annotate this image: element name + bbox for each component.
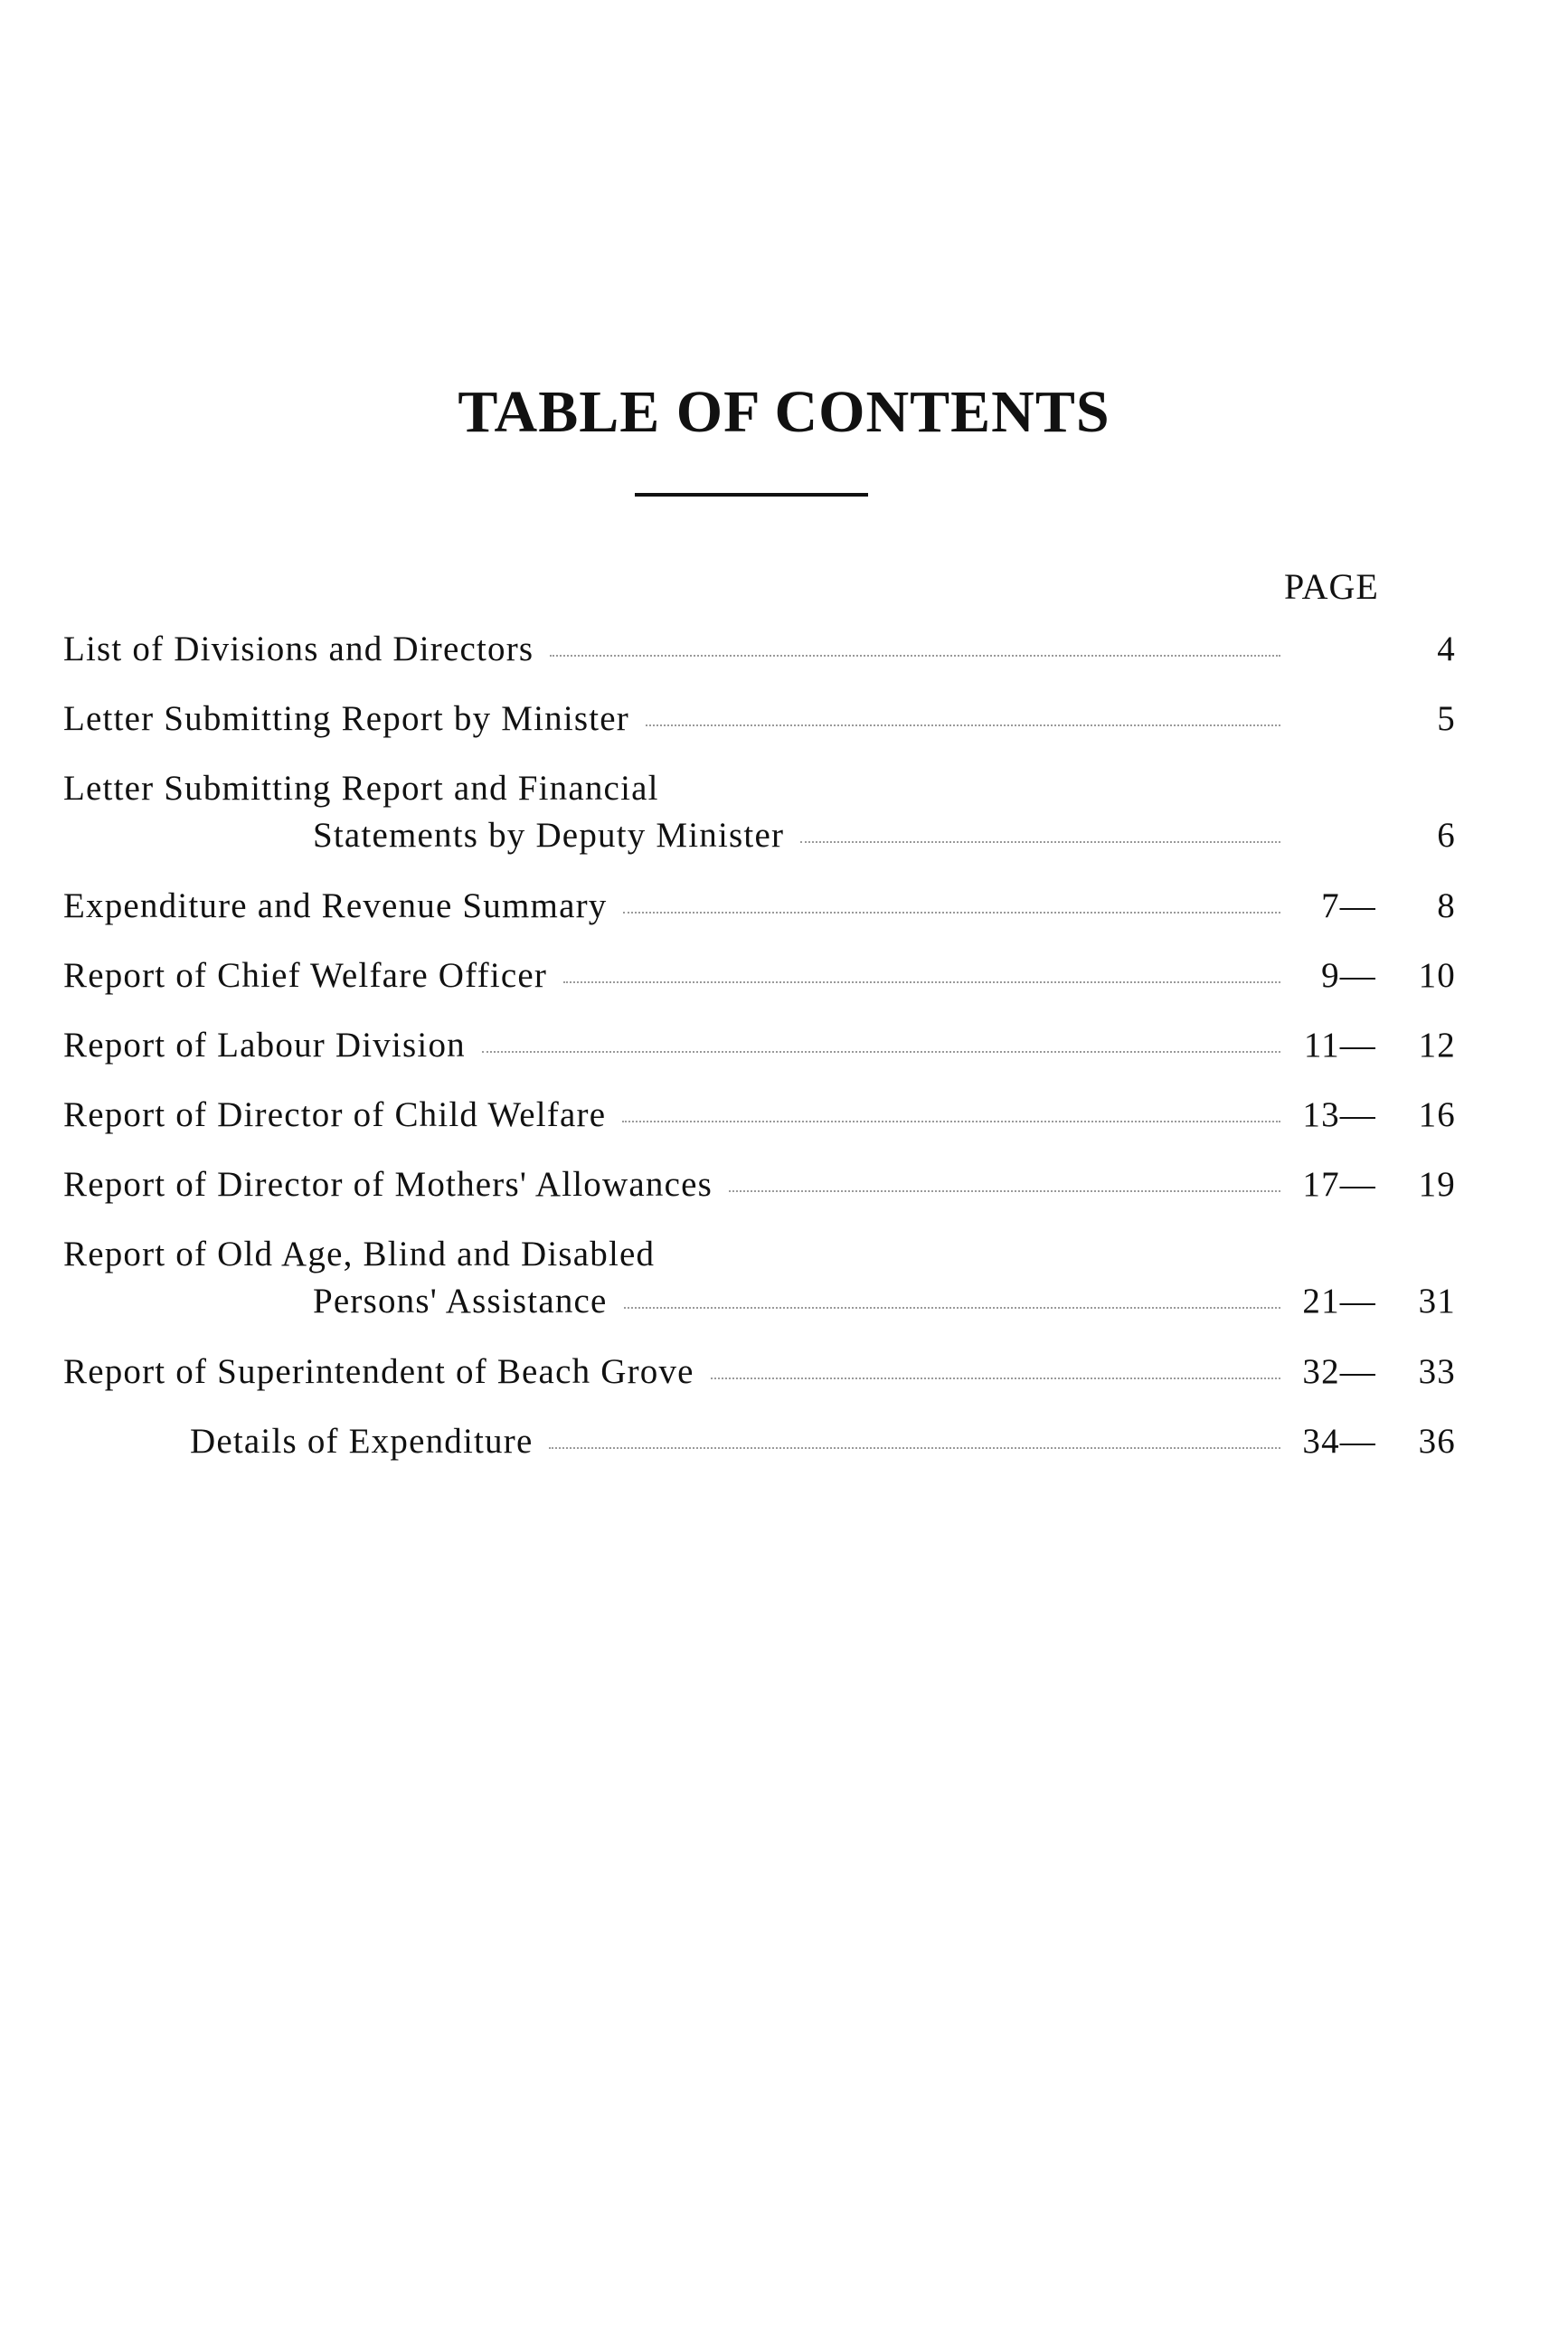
toc-entry-label: Report of Old Age, Blind and Disabled bbox=[63, 1235, 656, 1273]
toc-entry-deputy-minister-letter bbox=[63, 768, 1456, 862]
toc-entry-details-expenditure bbox=[63, 1421, 1456, 1468]
dot-leader bbox=[549, 1447, 1280, 1449]
page-start: 32— bbox=[1302, 1352, 1376, 1391]
dot-leader bbox=[550, 655, 1280, 657]
toc-entry-minister-letter bbox=[63, 698, 1456, 745]
toc-entry-mothers-allowances bbox=[63, 1164, 1456, 1211]
dot-leader bbox=[711, 1378, 1280, 1379]
toc-entry-label: Report of Superintendent of Beach Grove bbox=[63, 1352, 694, 1391]
page-end: 8 bbox=[1437, 886, 1456, 925]
dot-leader bbox=[646, 724, 1280, 726]
page-end: 10 bbox=[1418, 956, 1456, 995]
toc-entry-expenditure-summary bbox=[63, 885, 1456, 933]
dot-leader bbox=[624, 1307, 1280, 1309]
page-start: 17— bbox=[1302, 1165, 1376, 1204]
page-end: 16 bbox=[1418, 1095, 1456, 1134]
toc-list bbox=[63, 0, 1456, 2329]
page-start: 13— bbox=[1302, 1095, 1376, 1134]
toc-entry-beach-grove bbox=[63, 1351, 1456, 1398]
page-start: 21— bbox=[1302, 1282, 1376, 1321]
toc-entry-old-age-assistance bbox=[63, 1234, 1456, 1328]
toc-entry-divisions bbox=[63, 629, 1456, 676]
toc-entry-label: Details of Expenditure bbox=[190, 1422, 534, 1461]
toc-entry-label: Report of Chief Welfare Officer bbox=[63, 956, 548, 995]
toc-entry-labour-division bbox=[63, 1025, 1456, 1072]
toc-entry-label-continued: Statements by Deputy Minister bbox=[313, 816, 785, 855]
toc-title: TABLE OF CONTENTS bbox=[458, 379, 1110, 445]
dot-leader bbox=[482, 1051, 1280, 1053]
toc-entry-label: Letter Submitting Report and Financial bbox=[63, 769, 659, 808]
page-column-heading: PAGE bbox=[1284, 566, 1379, 607]
page-end: 33 bbox=[1418, 1352, 1456, 1391]
page-start: 7— bbox=[1321, 886, 1376, 925]
page-end: 31 bbox=[1418, 1282, 1456, 1321]
dot-leader bbox=[729, 1190, 1280, 1192]
page-start: 9— bbox=[1321, 956, 1376, 995]
page-start: 11— bbox=[1303, 1026, 1376, 1065]
page-end: 12 bbox=[1418, 1026, 1456, 1065]
page-end: 19 bbox=[1418, 1165, 1456, 1204]
toc-entry-label: Report of Director of Mothers' Allowances bbox=[63, 1165, 713, 1204]
toc-entry-label: Report of Labour Division bbox=[63, 1026, 466, 1065]
dot-leader bbox=[800, 841, 1280, 843]
page-end: 6 bbox=[1437, 816, 1456, 855]
toc-entry-label-continued: Persons' Assistance bbox=[313, 1282, 608, 1321]
dot-leader bbox=[623, 912, 1280, 914]
page-start: 34— bbox=[1302, 1422, 1376, 1461]
toc-entry-label: List of Divisions and Directors bbox=[63, 630, 534, 668]
page-end: 4 bbox=[1437, 630, 1456, 668]
toc-entry-chief-welfare bbox=[63, 955, 1456, 1002]
dot-leader bbox=[622, 1121, 1280, 1122]
toc-entry-child-welfare bbox=[63, 1094, 1456, 1141]
page-end: 36 bbox=[1418, 1422, 1456, 1461]
dot-leader bbox=[563, 981, 1280, 983]
page-end: 5 bbox=[1437, 699, 1456, 738]
toc-entry-label: Expenditure and Revenue Summary bbox=[63, 886, 608, 925]
toc-entry-label: Report of Director of Child Welfare bbox=[63, 1095, 607, 1134]
toc-entry-label: Letter Submitting Report by Minister bbox=[63, 699, 629, 738]
